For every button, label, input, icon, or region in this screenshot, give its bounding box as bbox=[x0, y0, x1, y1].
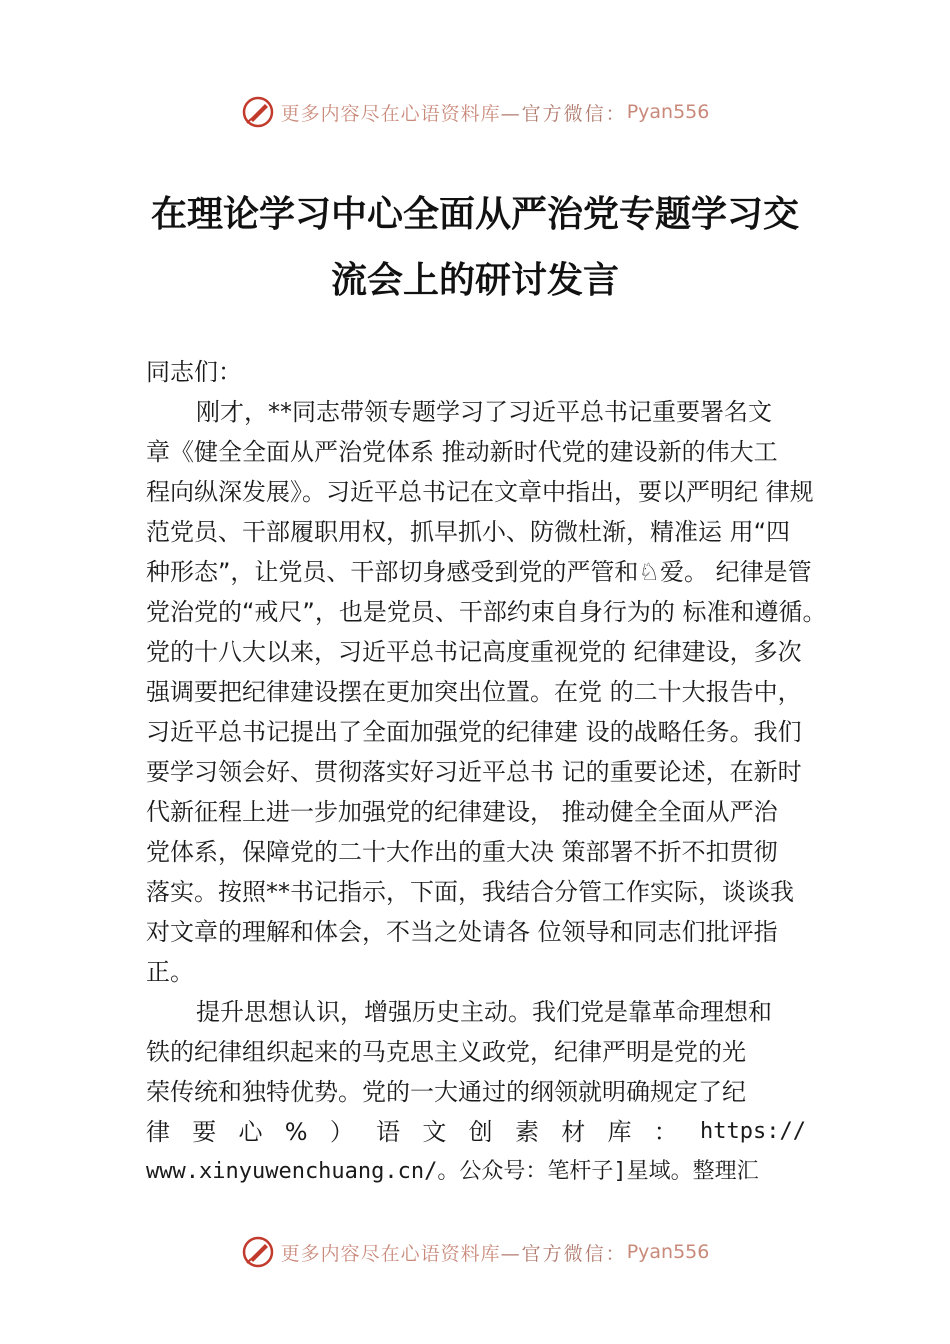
salutation: 同志们： bbox=[146, 358, 242, 386]
paragraph-1-line: 党体系，保障党的二十大作出的重大决 策部署不折不扣贯彻 bbox=[146, 838, 778, 866]
paragraph-1-line: 习近平总书记提出了全面加强党的纪律建 设的战略任务。我们 bbox=[146, 718, 802, 746]
spaced-char: 素 bbox=[514, 1118, 539, 1146]
spaced-char: 库 bbox=[607, 1118, 632, 1146]
spaced-char: 创 bbox=[468, 1118, 493, 1146]
paragraph-1-line: 对文章的理解和体会，不当之处请各 位领导和同志们批评指 bbox=[146, 918, 778, 946]
source-url-line: www.xinyuwenchuang.cn/。公众号：笔杆子]星域。整理汇 bbox=[146, 1159, 759, 1184]
document-title-line-2: 流会上的研讨发言 bbox=[330, 259, 619, 301]
paragraph-1-line: 落实。按照**书记指示，下面，我结合分管工作实际，谈谈我 bbox=[146, 878, 794, 906]
paragraph-1-line: 刚才，**同志带领专题学习了习近平总书记重要署名文 bbox=[196, 398, 772, 426]
document-title-line-1: 在理论学习中心全面从严治党专题学习交 bbox=[150, 193, 799, 235]
paragraph-1-line: 代新征程上进一步加强党的纪律建设， 推动健全全面从严治 bbox=[146, 798, 778, 826]
banner-wechat-id: Pyan556 bbox=[626, 101, 710, 123]
paragraph-2-line: 提升思想认识，增强历史主动。我们党是靠革命理想和 bbox=[196, 998, 772, 1026]
spaced-char: 材 bbox=[561, 1118, 586, 1146]
spaced-char: % bbox=[284, 1118, 308, 1146]
banner-wechat-id: Pyan556 bbox=[626, 1241, 710, 1263]
paragraph-1-line: 党的十八大以来，习近平总书记高度重视党的 纪律建设，多次 bbox=[146, 638, 802, 666]
paragraph-1-line: 种形态”，让党员、干部切身感受到党的严管和♘爱。 纪律是管 bbox=[146, 558, 812, 586]
paragraph-1-line: 章《健全全面从严治党体系 推动新时代党的建设新的伟大工 bbox=[146, 438, 778, 466]
footer-banner bbox=[0, 1235, 950, 1269]
spaced-char: 语 bbox=[376, 1118, 401, 1146]
source-url-prefix: https:// bbox=[700, 1119, 806, 1144]
paragraph-1-line: 强调要把纪律建设摆在更加突出位置。在党 的二十大报告中， bbox=[146, 678, 802, 706]
paragraph-2-line: 铁的纪律组织起来的马克思主义政党，纪律严明是党的光 bbox=[146, 1038, 746, 1066]
paragraph-1-line: 正。 bbox=[146, 958, 194, 986]
banner-wechat-label: —官方微信： bbox=[500, 1242, 627, 1265]
spaced-char: 文 bbox=[422, 1118, 447, 1146]
brush-logo-icon bbox=[241, 95, 275, 129]
paragraph-1-line: 要学习领会好、贯彻落实好习近平总书 记的重要论述，在新时 bbox=[146, 758, 802, 786]
spaced-char: 律 bbox=[146, 1118, 170, 1146]
banner-wechat-label: —官方微信： bbox=[500, 102, 627, 125]
header-banner bbox=[0, 95, 950, 129]
spaced-char: 要 bbox=[192, 1118, 217, 1146]
document-body bbox=[146, 352, 846, 1192]
spaced-char: ） bbox=[329, 1118, 354, 1146]
paragraph-2-line: 荣传统和独特优势。党的一大通过的纲领就明确规定了纪 bbox=[146, 1078, 746, 1106]
paragraph-1-line: 程向纵深发展》。习近平总书记在文章中指出，要以严明纪 律规 bbox=[146, 478, 814, 506]
brush-logo-icon bbox=[241, 1235, 275, 1269]
spaced-source-line bbox=[146, 1112, 806, 1152]
spaced-char: ： bbox=[653, 1118, 678, 1146]
banner-main-text: 更多内容尽在心语资料库 bbox=[280, 102, 501, 125]
banner-main-text: 更多内容尽在心语资料库 bbox=[280, 1242, 501, 1265]
spaced-char: 心 bbox=[238, 1118, 263, 1146]
paragraph-1-line: 党治党的“戒尺”，也是党员、干部约束自身行为的 标准和遵循。 bbox=[146, 598, 827, 626]
paragraph-1-line: 范党员、干部履职用权，抓早抓小、防微杜渐，精准运 用“四 bbox=[146, 518, 791, 546]
